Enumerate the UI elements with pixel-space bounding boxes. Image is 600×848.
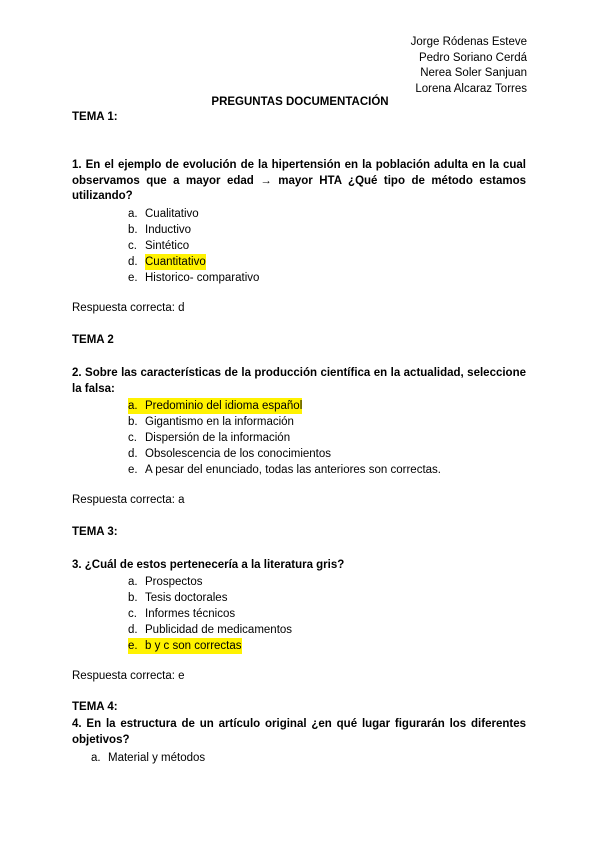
option-item xyxy=(91,750,205,766)
option-text: Prospectos xyxy=(145,576,203,588)
option-letter: c. xyxy=(128,432,137,444)
option-item-correct xyxy=(128,638,292,654)
option-letter: a. xyxy=(128,400,138,412)
question-1-options xyxy=(128,206,259,286)
tema-1-heading: TEMA 1: xyxy=(72,111,118,123)
option-text: Dispersión de la información xyxy=(145,432,291,444)
option-text-highlighted: Predominio del idioma español xyxy=(145,400,303,412)
option-item-correct xyxy=(128,254,259,270)
question-2: 2. Sobre las características de la producción científica en la actualidad, seleccione la falsa: xyxy=(72,367,526,395)
answer-1: Respuesta correcta: d xyxy=(72,302,185,314)
option-item xyxy=(128,206,259,222)
question-4-options xyxy=(91,750,205,766)
option-letter: a. xyxy=(128,576,138,588)
option-item xyxy=(128,414,441,430)
question-4: 4. En la estructura de un artículo original ¿en qué lugar figurarán los diferentes objetivos? xyxy=(72,718,526,746)
answer-3: Respuesta correcta: e xyxy=(72,670,185,682)
option-text-highlighted: Cuantitativo xyxy=(145,256,206,268)
option-letter: c. xyxy=(128,608,137,620)
tema-3-heading: TEMA 3: xyxy=(72,526,118,538)
option-letter: d. xyxy=(128,256,138,268)
option-letter: e. xyxy=(128,640,138,652)
option-item xyxy=(128,430,441,446)
option-text: Informes técnicos xyxy=(145,608,236,620)
option-text-highlighted: b y c son correctas xyxy=(145,640,242,652)
option-item xyxy=(128,222,259,238)
author-list xyxy=(411,35,527,97)
option-text: Obsolescencia de los conocimientos xyxy=(145,448,332,460)
option-item-correct xyxy=(128,398,441,414)
option-item xyxy=(128,574,292,590)
option-letter: d. xyxy=(128,624,138,636)
option-letter: b. xyxy=(128,416,138,428)
option-highlight xyxy=(128,398,302,414)
author-name: Pedro Soriano Cerdá xyxy=(418,51,527,64)
option-item xyxy=(128,590,292,606)
option-item xyxy=(128,446,441,462)
author-name: Nerea Soler Sanjuan xyxy=(420,67,527,80)
option-text: Publicidad de medicamentos xyxy=(145,624,293,636)
option-text: Historico- comparativo xyxy=(145,272,260,284)
option-item xyxy=(128,238,259,254)
option-text: Material y métodos xyxy=(108,752,206,764)
answer-2: Respuesta correcta: a xyxy=(72,494,185,506)
question-2-options xyxy=(128,398,441,478)
option-letter: c. xyxy=(128,240,137,252)
option-text: Cualitativo xyxy=(145,208,199,220)
option-letter: a. xyxy=(128,208,138,220)
option-item xyxy=(128,462,441,478)
option-item xyxy=(128,606,292,622)
option-letter: b. xyxy=(128,592,138,604)
option-text: Inductivo xyxy=(145,224,192,236)
option-text: Gigantismo en la información xyxy=(145,416,294,428)
tema-4-heading: TEMA 4: xyxy=(72,701,118,713)
option-text: A pesar del enunciado, todas las anteriores son correctas. xyxy=(145,464,441,476)
option-letter: a. xyxy=(91,752,101,764)
author-name: Lorena Alcaraz Torres xyxy=(415,82,527,95)
question-1: 1. En el ejemplo de evolución de la hipertensión en la población adulta en la cual observamos que a mayor edad → mayor HTA ¿Qué tipo de método estamos utilizando? xyxy=(72,159,526,203)
option-highlight xyxy=(128,638,242,654)
option-item xyxy=(128,270,259,286)
document-title: PREGUNTAS DOCUMENTACIÓN xyxy=(211,96,389,108)
option-item xyxy=(128,622,292,638)
option-text: Sintético xyxy=(145,240,190,252)
option-letter: e. xyxy=(128,272,138,284)
question-3-options xyxy=(128,574,292,654)
option-letter: b. xyxy=(128,224,138,236)
option-letter: d. xyxy=(128,448,138,460)
option-text: Tesis doctorales xyxy=(145,592,228,604)
option-letter: e. xyxy=(128,464,138,476)
author-name: Jorge Ródenas Esteve xyxy=(410,36,527,48)
question-3: 3. ¿Cuál de estos pertenecería a la literatura gris? xyxy=(72,559,345,571)
tema-2-heading: TEMA 2 xyxy=(72,334,114,346)
